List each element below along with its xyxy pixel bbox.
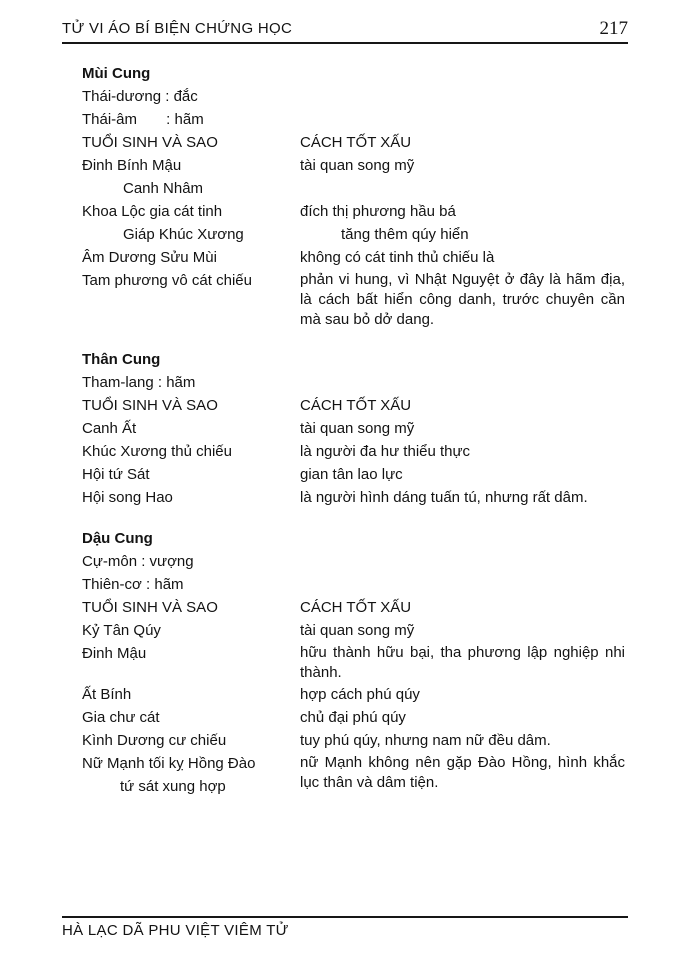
footer-author: HÀ LẠC DÃ PHU VIỆT VIÊM TỬ [62, 922, 289, 939]
row-left-text: Gia chư cát [82, 709, 160, 726]
table-row [82, 463, 625, 486]
row-right-cell: tài quan song mỹ [300, 157, 415, 174]
row-left-text: Khúc Xương thủ chiếu [82, 443, 232, 460]
row-left-cell [82, 223, 341, 246]
column-headers [82, 131, 625, 154]
table-row [82, 223, 625, 246]
column-header-left: TUỔI SINH VÀ SAO [82, 397, 218, 414]
row-right-cell: nữ Mạnh không nên gặp Đào Hồng, hình khắc lục thân và dâm tiện. [300, 754, 625, 791]
table-row [82, 752, 625, 798]
row-left-text: Hội song Hao [82, 489, 173, 506]
row-right-cell: tài quan song mỹ [300, 622, 415, 639]
row-left-cell [82, 417, 300, 440]
section-title: Mùi Cung [82, 65, 151, 82]
section-title: Dậu Cung [82, 530, 153, 547]
row-right-cell: là người đa hư thiểu thực [300, 443, 471, 460]
row-left-text: Đinh Mậu [82, 645, 147, 662]
table-row [82, 177, 625, 200]
row-left-text: Ất Bính [82, 686, 132, 703]
row-left-text: Đinh Bính Mậu [82, 157, 182, 174]
column-header-right: CÁCH TỐT XẤU [300, 397, 412, 414]
star-status-line: Thái-âm : hãm [82, 111, 204, 128]
star-status-line: Tham-lang : hãm [82, 374, 196, 391]
row-left-cell [82, 729, 300, 752]
row-left-text: Kỷ Tân Qúy [82, 622, 161, 639]
section-title: Thân Cung [82, 351, 161, 368]
row-left-text: Giáp Khúc Xương [123, 226, 244, 243]
table-row [82, 619, 625, 642]
table-row [82, 729, 625, 752]
table-row [82, 246, 625, 269]
column-headers [82, 394, 625, 417]
row-right-cell: tăng thêm qúy hiển [341, 226, 469, 243]
row-right-cell [341, 177, 625, 200]
row-right-cell: hợp cách phú qúy [300, 686, 420, 703]
page-content [82, 62, 625, 798]
section [82, 348, 625, 509]
row-left-text: Kình Dương cư chiếu [82, 732, 227, 749]
row-right-cell: chủ đại phú qúy [300, 709, 406, 726]
table-row [82, 683, 625, 706]
column-header-right: CÁCH TỐT XẤU [300, 599, 412, 616]
row-right-cell: tài quan song mỹ [300, 420, 415, 437]
row-left-cell [82, 486, 300, 509]
row-left-text: Khoa Lộc gia cát tinh [82, 203, 223, 220]
book-title: TỬ VI ÁO BÍ BIỆN CHỨNG HỌC [62, 20, 293, 37]
page-header [62, 20, 628, 44]
row-left-text: Tam phương vô cát chiếu [82, 272, 252, 289]
row-left-cell [82, 440, 300, 463]
row-left-text: Canh Ất [82, 420, 137, 437]
column-header-left: TUỔI SINH VÀ SAO [82, 134, 218, 151]
row-left-cell [82, 200, 300, 223]
row-left-cell [82, 619, 300, 642]
page-footer [62, 916, 628, 939]
row-left-cell [82, 683, 300, 706]
row-right-cell: không có cát tinh thủ chiếu là [300, 249, 495, 266]
column-header-right: CÁCH TỐT XẤU [300, 134, 412, 151]
row-left-cell [82, 463, 300, 486]
row-right-cell: phản vi hung, vì Nhật Nguyệt ở đây là hãm địa, là cách bất hiển công danh, trước chuyên cần mà sau bỏ dở dang. [300, 271, 625, 328]
star-status-line: Cự-môn : vượng [82, 553, 194, 570]
row-left-text: Hội tứ Sát [82, 466, 150, 483]
row-left-text: Canh Nhâm [123, 180, 204, 197]
table-row [82, 200, 625, 223]
row-left-cell [82, 246, 300, 269]
row-right-cell: là người hình dáng tuấn tú, nhưng rất dâm. [300, 489, 588, 506]
table-row [82, 269, 625, 330]
section [82, 527, 625, 798]
table-row [82, 440, 625, 463]
row-right-cell: gian tân lao lực [300, 466, 403, 483]
table-row [82, 706, 625, 729]
table-row [82, 417, 625, 440]
row-right-cell: tuy phú qúy, nhưng nam nữ đều dâm. [300, 732, 551, 749]
star-status-line: Thiên-cơ : hãm [82, 576, 184, 593]
table-row [82, 486, 625, 509]
row-right-cell: hữu thành hữu bại, tha phương lập nghiệp nhi thành. [300, 644, 625, 681]
row-left-text: Âm Dương Sửu Mùi [82, 249, 217, 266]
row-left-cell [82, 642, 300, 683]
row-left-cell [82, 269, 300, 330]
column-header-left: TUỔI SINH VÀ SAO [82, 599, 218, 616]
row-left-cell [82, 706, 300, 729]
section [82, 62, 625, 330]
page-number: 217 [599, 18, 628, 39]
star-status-line: Thái-dương : đắc [82, 88, 198, 105]
table-row [82, 154, 625, 177]
row-right-cell: đích thị phương hầu bá [300, 203, 456, 220]
row-left-cell [82, 154, 300, 177]
table-row [82, 642, 625, 683]
row-left-text-line2: tứ sát xung hợp [120, 778, 226, 795]
row-left-cell [82, 752, 300, 798]
row-left-cell [82, 177, 341, 200]
row-left-text: Nữ Mạnh tối kỵ Hồng Đào [82, 755, 256, 772]
column-headers [82, 596, 625, 619]
